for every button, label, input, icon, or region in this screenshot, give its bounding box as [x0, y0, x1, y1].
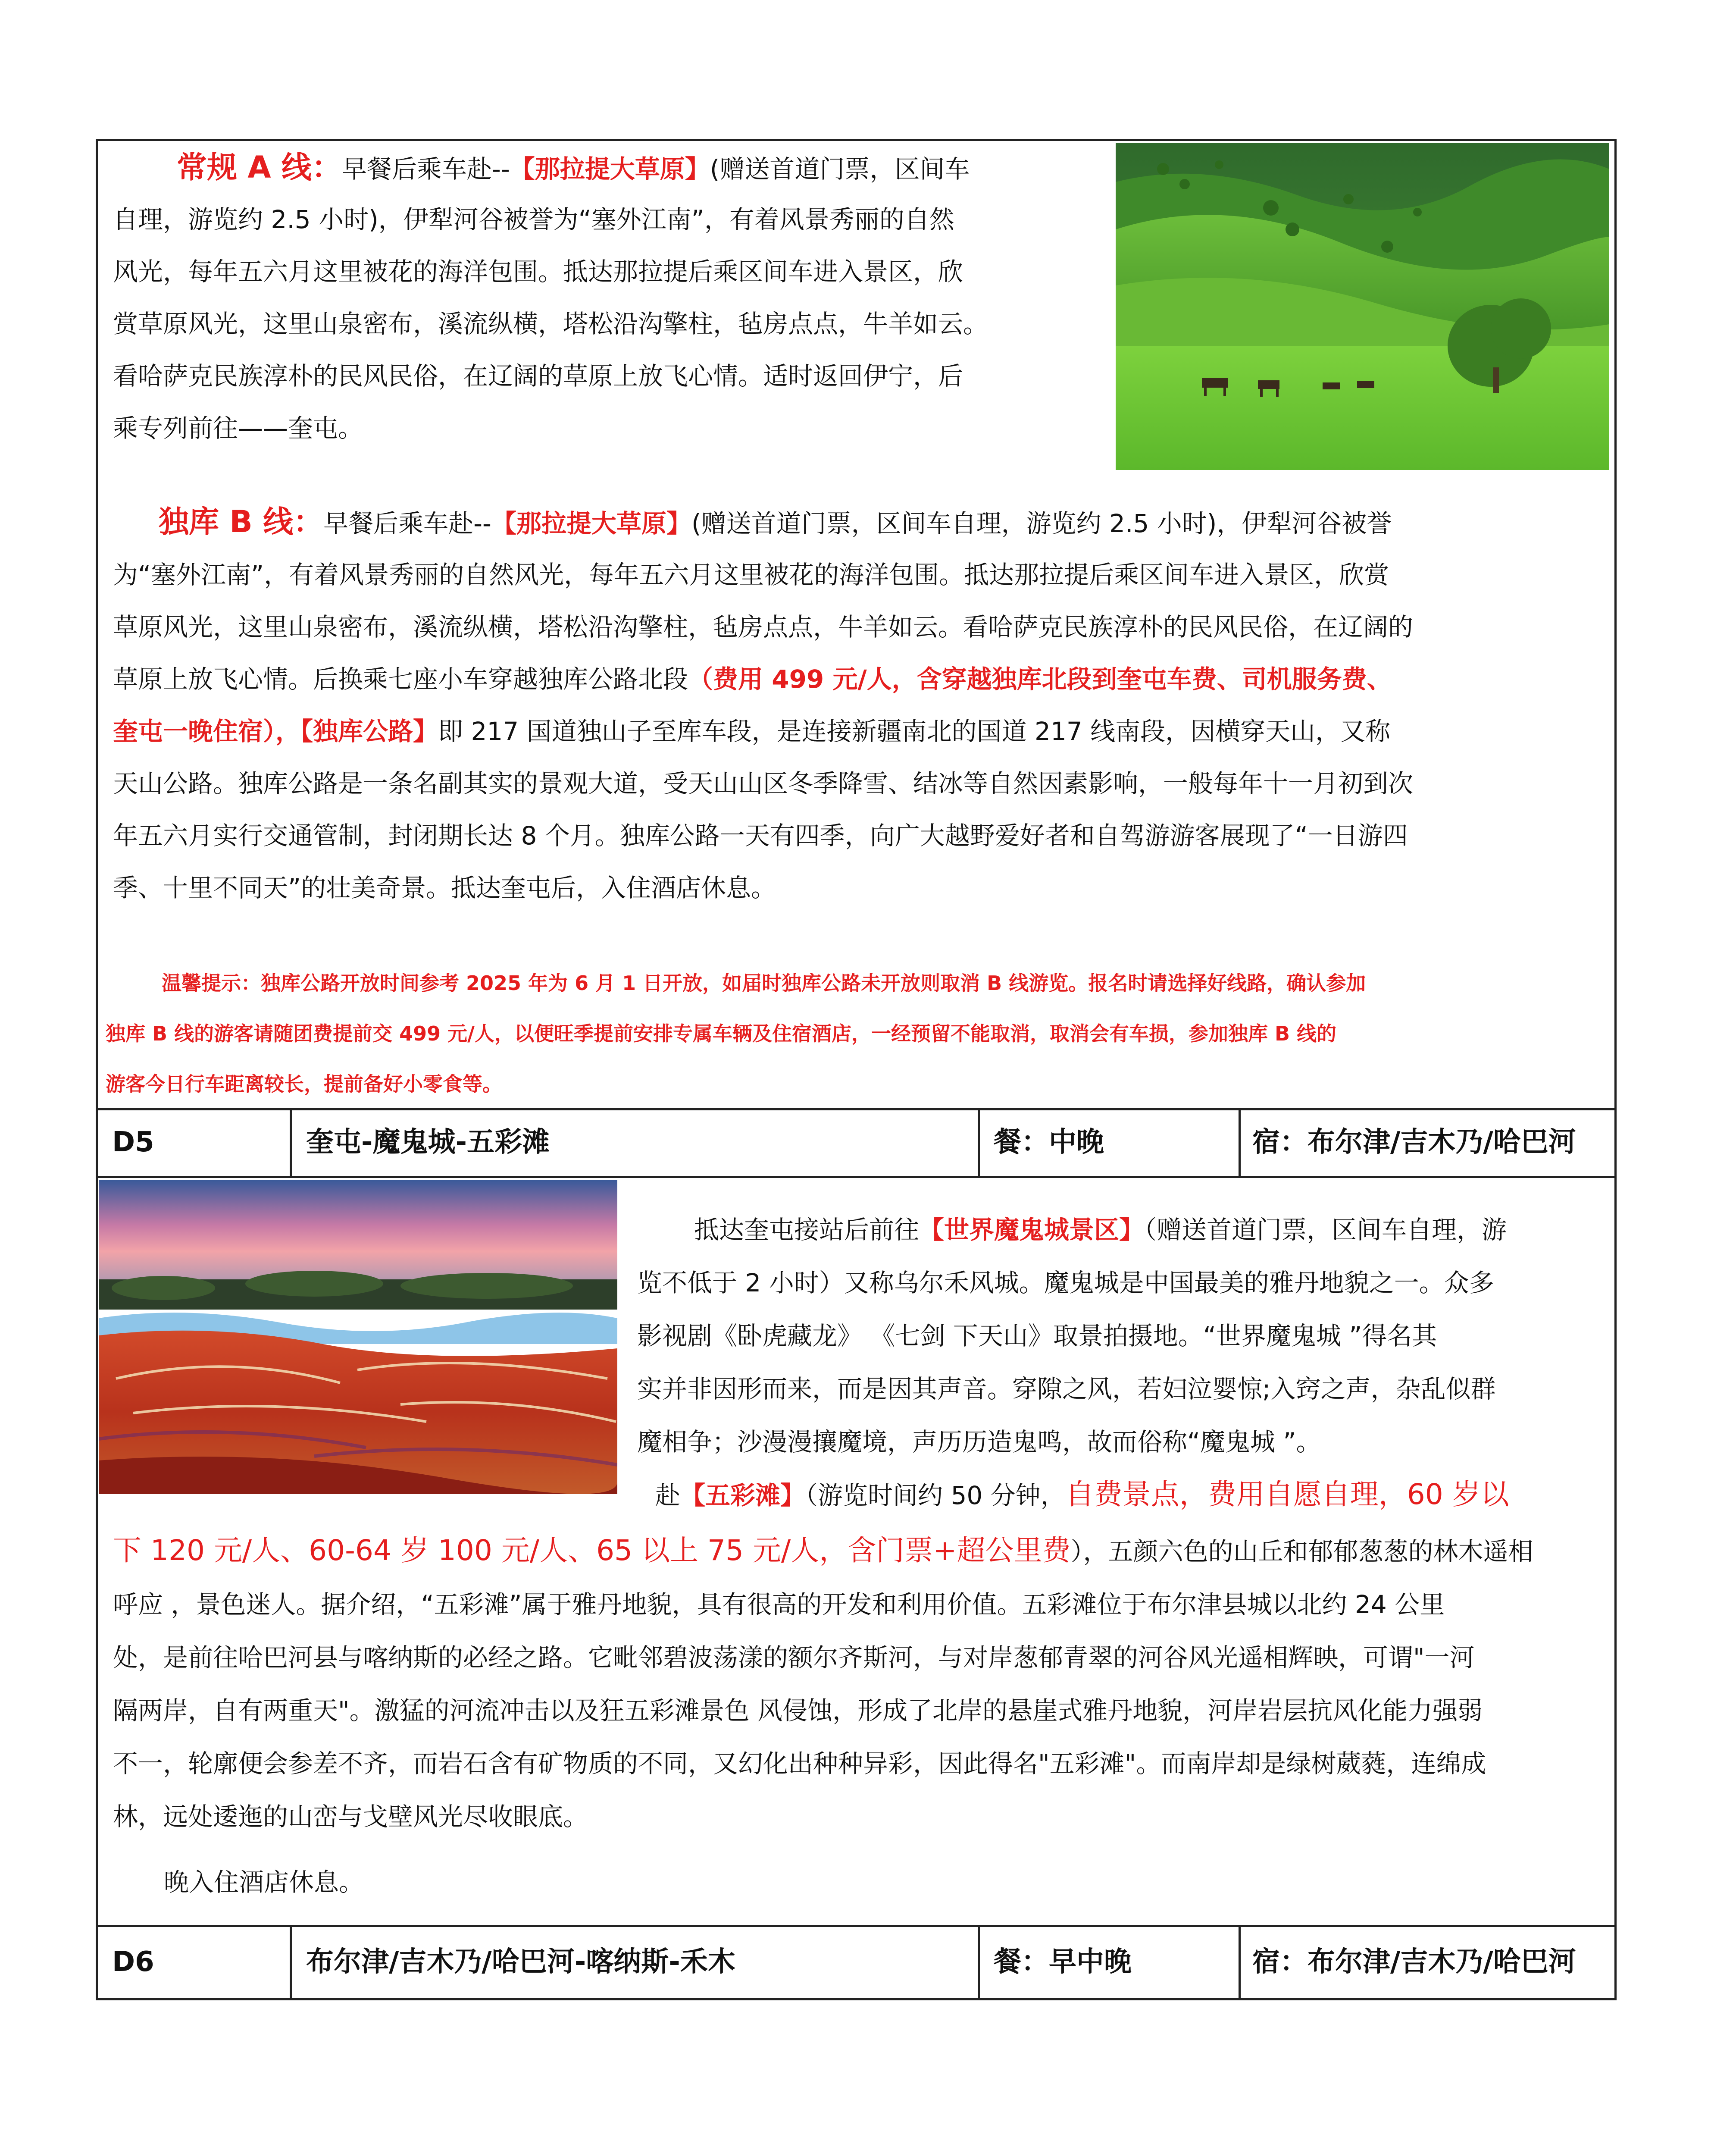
ghost-city-text: 影视剧《卧虎藏龙》 《七剑 下天山》取景拍摄地。“世界魔鬼城 ”得名其: [637, 1321, 1437, 1351]
route-b-text: 天山公路。独库公路是一条名副其实的景观大道，受天山山区冬季降雪、结冰等自然因素影响，一般每年十一月初到次: [113, 769, 1414, 798]
day-label: D5: [112, 1126, 154, 1158]
route-b-line: [113, 705, 1390, 758]
route-a-line: [177, 141, 970, 195]
route-a-intro: 早餐后乘车赴--: [341, 154, 510, 184]
colorful-beach-text: 隔两岸，自有两重天"。激猛的河流冲击以及狂五彩滩景色 风侵蚀，形成了北岸的悬崖式雅丹地貌，河岸岩层抗风化能力强弱: [113, 1696, 1483, 1725]
divider: [978, 1925, 980, 2000]
divider: [290, 1108, 292, 1176]
route-a-text: 风光，每年五六月这里被花的海洋包围。抵达那拉提后乘区间车进入景区，欣: [113, 257, 963, 286]
route-b-line: [159, 496, 1392, 550]
colorful-beach-text: 不一，轮廓便会参差不齐，而岩石含有矿物质的不同，又幻化出种种异彩，因此得名"五彩滩"。而南岸却是绿树葳蕤，连绵成: [113, 1749, 1486, 1778]
day-meals: 餐：中晚: [994, 1126, 1104, 1158]
route-b-text: 为“塞外江南”，有着风景秀丽的自然风光，每年五六月这里被花的海洋包围。抵达那拉提后乘区间车进入景区，欣赏: [113, 560, 1389, 589]
divider: [96, 1176, 1617, 1178]
ghost-city-text: 览不低于 2 小时）又称乌尔禾风城。魔鬼城是中国最美的雅丹地貌之一。众多: [637, 1268, 1494, 1297]
nalati-grassland-photo: [1116, 143, 1609, 470]
route-b-intro: 早餐后乘车赴--: [323, 509, 491, 538]
day-route: 布尔津/吉木乃/哈巴河-喀纳斯-禾木: [306, 1946, 735, 1978]
ghost-city-text: 抵达奎屯接站后前往: [694, 1215, 920, 1244]
ghost-city-text: 实并非因形而来，而是因其声音。穿隙之风，若妇泣婴惊;入窍之声，杂乱似群: [637, 1374, 1496, 1404]
route-b-fee: （费用 499 元/人，含穿越独库北段到奎屯车费、司机服务费、: [688, 664, 1392, 694]
route-b-text: 年五六月实行交通管制，封闭期长达 8 个月。独库公路一天有四季，向广大越野爱好者和自驾游游客展现了“一日游四: [113, 821, 1408, 850]
day-meals: 餐：早中晚: [994, 1946, 1132, 1978]
route-a-text: 乘专列前往——奎屯。: [113, 414, 363, 443]
route-b-line: [113, 653, 1392, 705]
route-b-text: 草原上放飞心情。后换乘七座小车穿越独库公路北段: [113, 664, 688, 694]
colorful-beach-text: 处，是前往哈巴河县与喀纳斯的必经之路。它毗邻碧波荡漾的额尔齐斯河，与对岸葱郁青翠的河谷风光遥相辉映，可谓"一河: [113, 1643, 1475, 1672]
warning-text: 游客今日行车距离较长，提前备好小零食等。: [106, 1072, 502, 1096]
ghost-city-text: （赠送首道门票，区间车自理，游: [1144, 1215, 1507, 1244]
colorful-beach-text: ），五颜六色的山丘和郁郁葱葱的林木遥相: [1070, 1537, 1533, 1566]
divider: [290, 1925, 292, 2000]
ghost-city-spot: 【世界魔鬼城景区】: [919, 1215, 1145, 1244]
divider: [1239, 1108, 1241, 1176]
divider: [96, 1925, 1617, 1927]
warning-text: 独库 B 线的游客请随团费提前交 499 元/人，以便旺季提前安排专属车辆及住宿酒店，一经预留不能取消，取消会有车损，参加独库 B 线的: [106, 1022, 1337, 1045]
route-b-text: 即 217 国道独山子至库车段，是连接新疆南北的国道 217 线南段，因横穿天山，又称: [438, 717, 1391, 746]
ghost-city-text: 魔相争；沙漫漫攘魔境，声历历造鬼鸣，故而俗称“魔鬼城 ”。: [637, 1427, 1321, 1457]
day-stay: 宿：布尔津/吉木乃/哈巴河: [1252, 1126, 1576, 1158]
day-label: D6: [112, 1946, 154, 1978]
route-a-spot: 【那拉提大草原】: [510, 154, 710, 184]
ghost-city-photo: [99, 1180, 617, 1494]
route-a-text: 自理，游览约 2.5 小时)，伊犁河谷被誉为“塞外江南”，有着风景秀丽的自然: [113, 205, 954, 234]
colorful-beach-spot: 【五彩滩】: [680, 1481, 806, 1510]
divider: [1239, 1925, 1241, 2000]
route-b-title: 独库 B 线：: [159, 504, 324, 539]
day-stay: 宿：布尔津/吉木乃/哈巴河: [1252, 1946, 1576, 1978]
route-a-tail: (赠送首道门票，区间车: [710, 154, 970, 184]
route-b-text: 草原风光，这里山泉密布，溪流纵横，塔松沿沟擎柱，毡房点点，牛羊如云。看哈萨克民族淳朴的民风民俗，在辽阔的: [113, 612, 1414, 642]
colorful-beach-text: 林，远处逶迤的山峦与戈壁风光尽收眼底。: [113, 1802, 588, 1831]
divider: [978, 1108, 980, 1176]
colorful-beach-fee: 自费景点，费用自愿自理，60 岁以: [1065, 1478, 1509, 1511]
route-b-spot: 【那拉提大草原】: [491, 509, 691, 538]
route-a-title: 常规 A 线：: [177, 150, 342, 185]
route-a-text: 赏草原风光，这里山泉密布，溪流纵横，塔松沿沟擎柱，毡房点点，牛羊如云。: [113, 309, 988, 338]
colorful-beach-line: [655, 1468, 1509, 1522]
colorful-beach-line: [113, 1524, 1533, 1578]
ghost-city-line: [694, 1204, 1507, 1256]
colorful-beach-text: 呼应 ，景色迷人。据介绍，“五彩滩”属于雅丹地貌，具有很高的开发和利用价值。五彩滩位于布尔津县城以北约 24 公里: [113, 1590, 1445, 1619]
night-stay-text: 晚入住酒店休息。: [164, 1868, 364, 1897]
day-route: 奎屯-魔鬼城-五彩滩: [306, 1126, 550, 1158]
warning-text: 温馨提示：独库公路开放时间参考 2025 年为 6 月 1 日开放，如届时独库公路未开放则取消 B 线游览。报名时请选择好线路，确认参加: [162, 971, 1366, 995]
route-b-text: 季、十里不同天”的壮美奇景。抵达奎屯后，入住酒店休息。: [113, 873, 776, 903]
colorful-beach-text: （游览时间约 50 分钟，: [805, 1481, 1066, 1510]
route-a-text: 看哈萨克民族淳朴的民风民俗，在辽阔的草原上放飞心情。适时返回伊宁，后: [113, 361, 963, 391]
route-b-fee: 奎屯一晚住宿），【独库公路】: [113, 717, 438, 746]
colorful-beach-text: 赴: [655, 1481, 681, 1510]
colorful-beach-fee: 下 120 元/人、60-64 岁 100 元/人、65 以上 75 元/人，含门票+超公里费: [113, 1534, 1071, 1567]
route-b-tail: (赠送首道门票，区间车自理，游览约 2.5 小时)，伊犁河谷被誉: [691, 509, 1392, 538]
